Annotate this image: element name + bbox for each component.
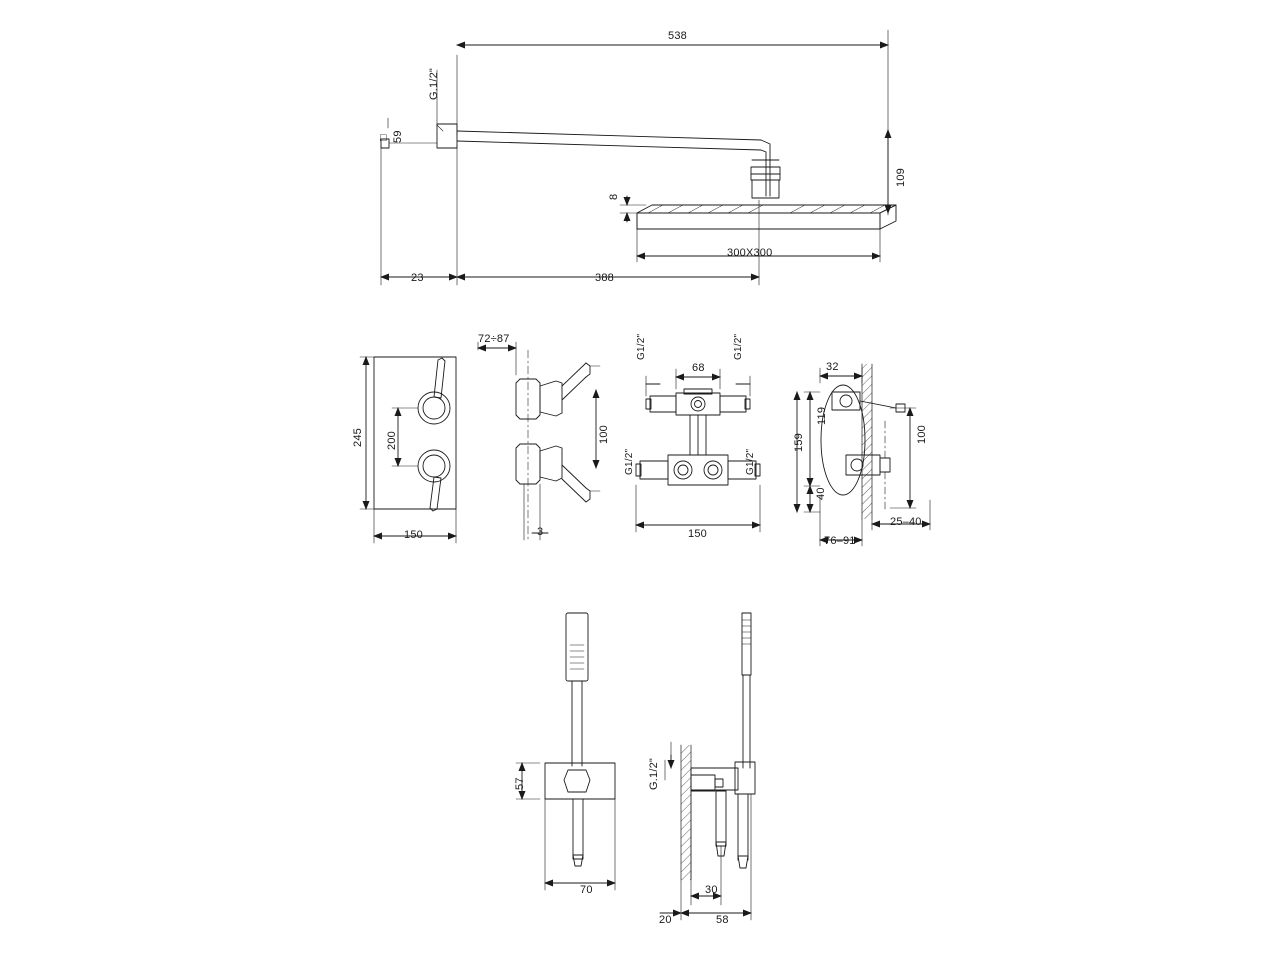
dimension-label-g12-bottom-left: G1/2"	[624, 448, 635, 475]
dimension-label-g12-top-left: G1/2"	[636, 333, 647, 360]
dimension-label-30: 30	[705, 884, 718, 896]
dimension-label-245: 245	[352, 428, 364, 447]
dimension-label-25-40: 25–40	[890, 516, 922, 528]
dimension-label-32: 32	[826, 361, 839, 373]
dimension-label-109: 109	[895, 168, 907, 187]
dimension-label-100-side: 100	[916, 425, 928, 444]
dimension-label-8: 8	[608, 193, 620, 200]
dimension-label-59: 59	[392, 130, 404, 143]
dimension-label-76-91: 76–91	[824, 535, 856, 547]
dimension-label-3: 3	[537, 526, 544, 538]
dimension-label-538: 538	[668, 30, 687, 42]
dimension-label-g12-top-right: G1/2"	[733, 333, 744, 360]
dimension-label-150-body: 150	[688, 528, 707, 540]
dimension-label-70: 70	[580, 884, 593, 896]
dimension-label-57: 57	[514, 777, 526, 790]
dimension-label-g12-handshower: G.1/2"	[648, 757, 660, 790]
dimension-label-300x300: 300X300	[727, 247, 773, 259]
dimension-label-388: 388	[595, 272, 614, 284]
dimension-label-g12-bottom-right: G1/2"	[745, 448, 756, 475]
dimension-label-23: 23	[411, 272, 424, 284]
dimension-label-20: 20	[659, 914, 672, 926]
dimension-label-72-87: 72÷87	[478, 333, 510, 345]
dimension-label-40: 40	[815, 487, 827, 500]
dimension-label-150-plate: 150	[404, 529, 423, 541]
dimension-label-58: 58	[716, 914, 729, 926]
dimension-label-200: 200	[386, 431, 398, 450]
dimension-label-68: 68	[692, 362, 705, 374]
dimension-label-159: 159	[793, 433, 805, 452]
dimension-label-100-trim: 100	[598, 425, 610, 444]
dimension-label-inlet-thread: G.1/2"	[428, 67, 440, 100]
square-symbol-icon: □	[380, 132, 387, 144]
dimension-label-119: 119	[816, 406, 828, 425]
